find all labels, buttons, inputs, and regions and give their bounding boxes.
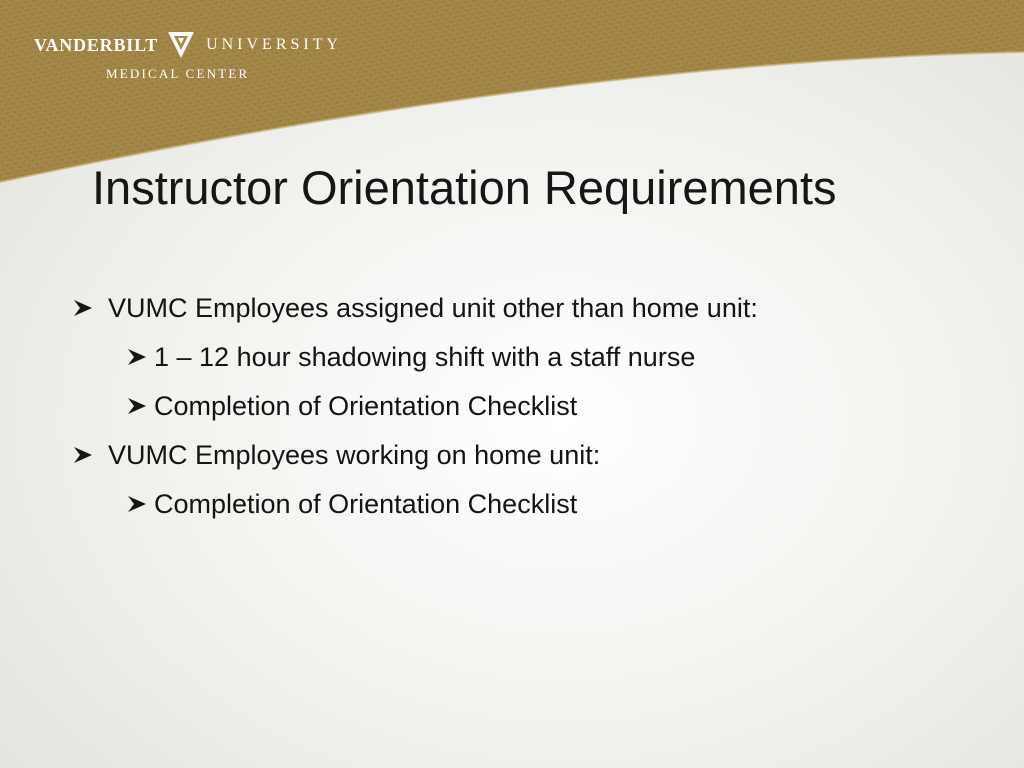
bullet-text: Completion of Orientation Checklist — [154, 489, 578, 519]
bullet-text: Completion of Orientation Checklist — [154, 391, 578, 421]
bullet-text: 1 – 12 hour shadowing shift with a staff nurse — [154, 342, 696, 372]
logo-vanderbilt: VANDERBILT — [34, 34, 159, 55]
arrowhead-bullet-icon — [126, 493, 148, 515]
logo-university: UNIVERSITY — [206, 36, 343, 53]
arrowhead-bullet-icon — [126, 395, 148, 417]
sub-bullet-item — [0, 382, 758, 431]
bullet-text: VUMC Employees assigned unit other than home unit: — [108, 293, 758, 323]
sub-bullet-item — [0, 480, 758, 529]
arrowhead-bullet-icon — [72, 297, 94, 319]
bullet-text: VUMC Employees working on home unit: — [108, 440, 601, 470]
bullet-list — [0, 284, 758, 529]
bullet-item — [0, 284, 758, 333]
arrowhead-bullet-icon — [72, 444, 94, 466]
bullet-item — [0, 431, 758, 480]
logo-medical-center: MEDICAL CENTER — [106, 66, 250, 81]
sub-bullet-item — [0, 333, 758, 382]
vanderbilt-shield-icon — [166, 30, 196, 60]
arrowhead-bullet-icon — [126, 346, 148, 368]
slide-title: Instructor Orientation Requirements — [92, 161, 837, 214]
vanderbilt-logo — [34, 30, 342, 60]
